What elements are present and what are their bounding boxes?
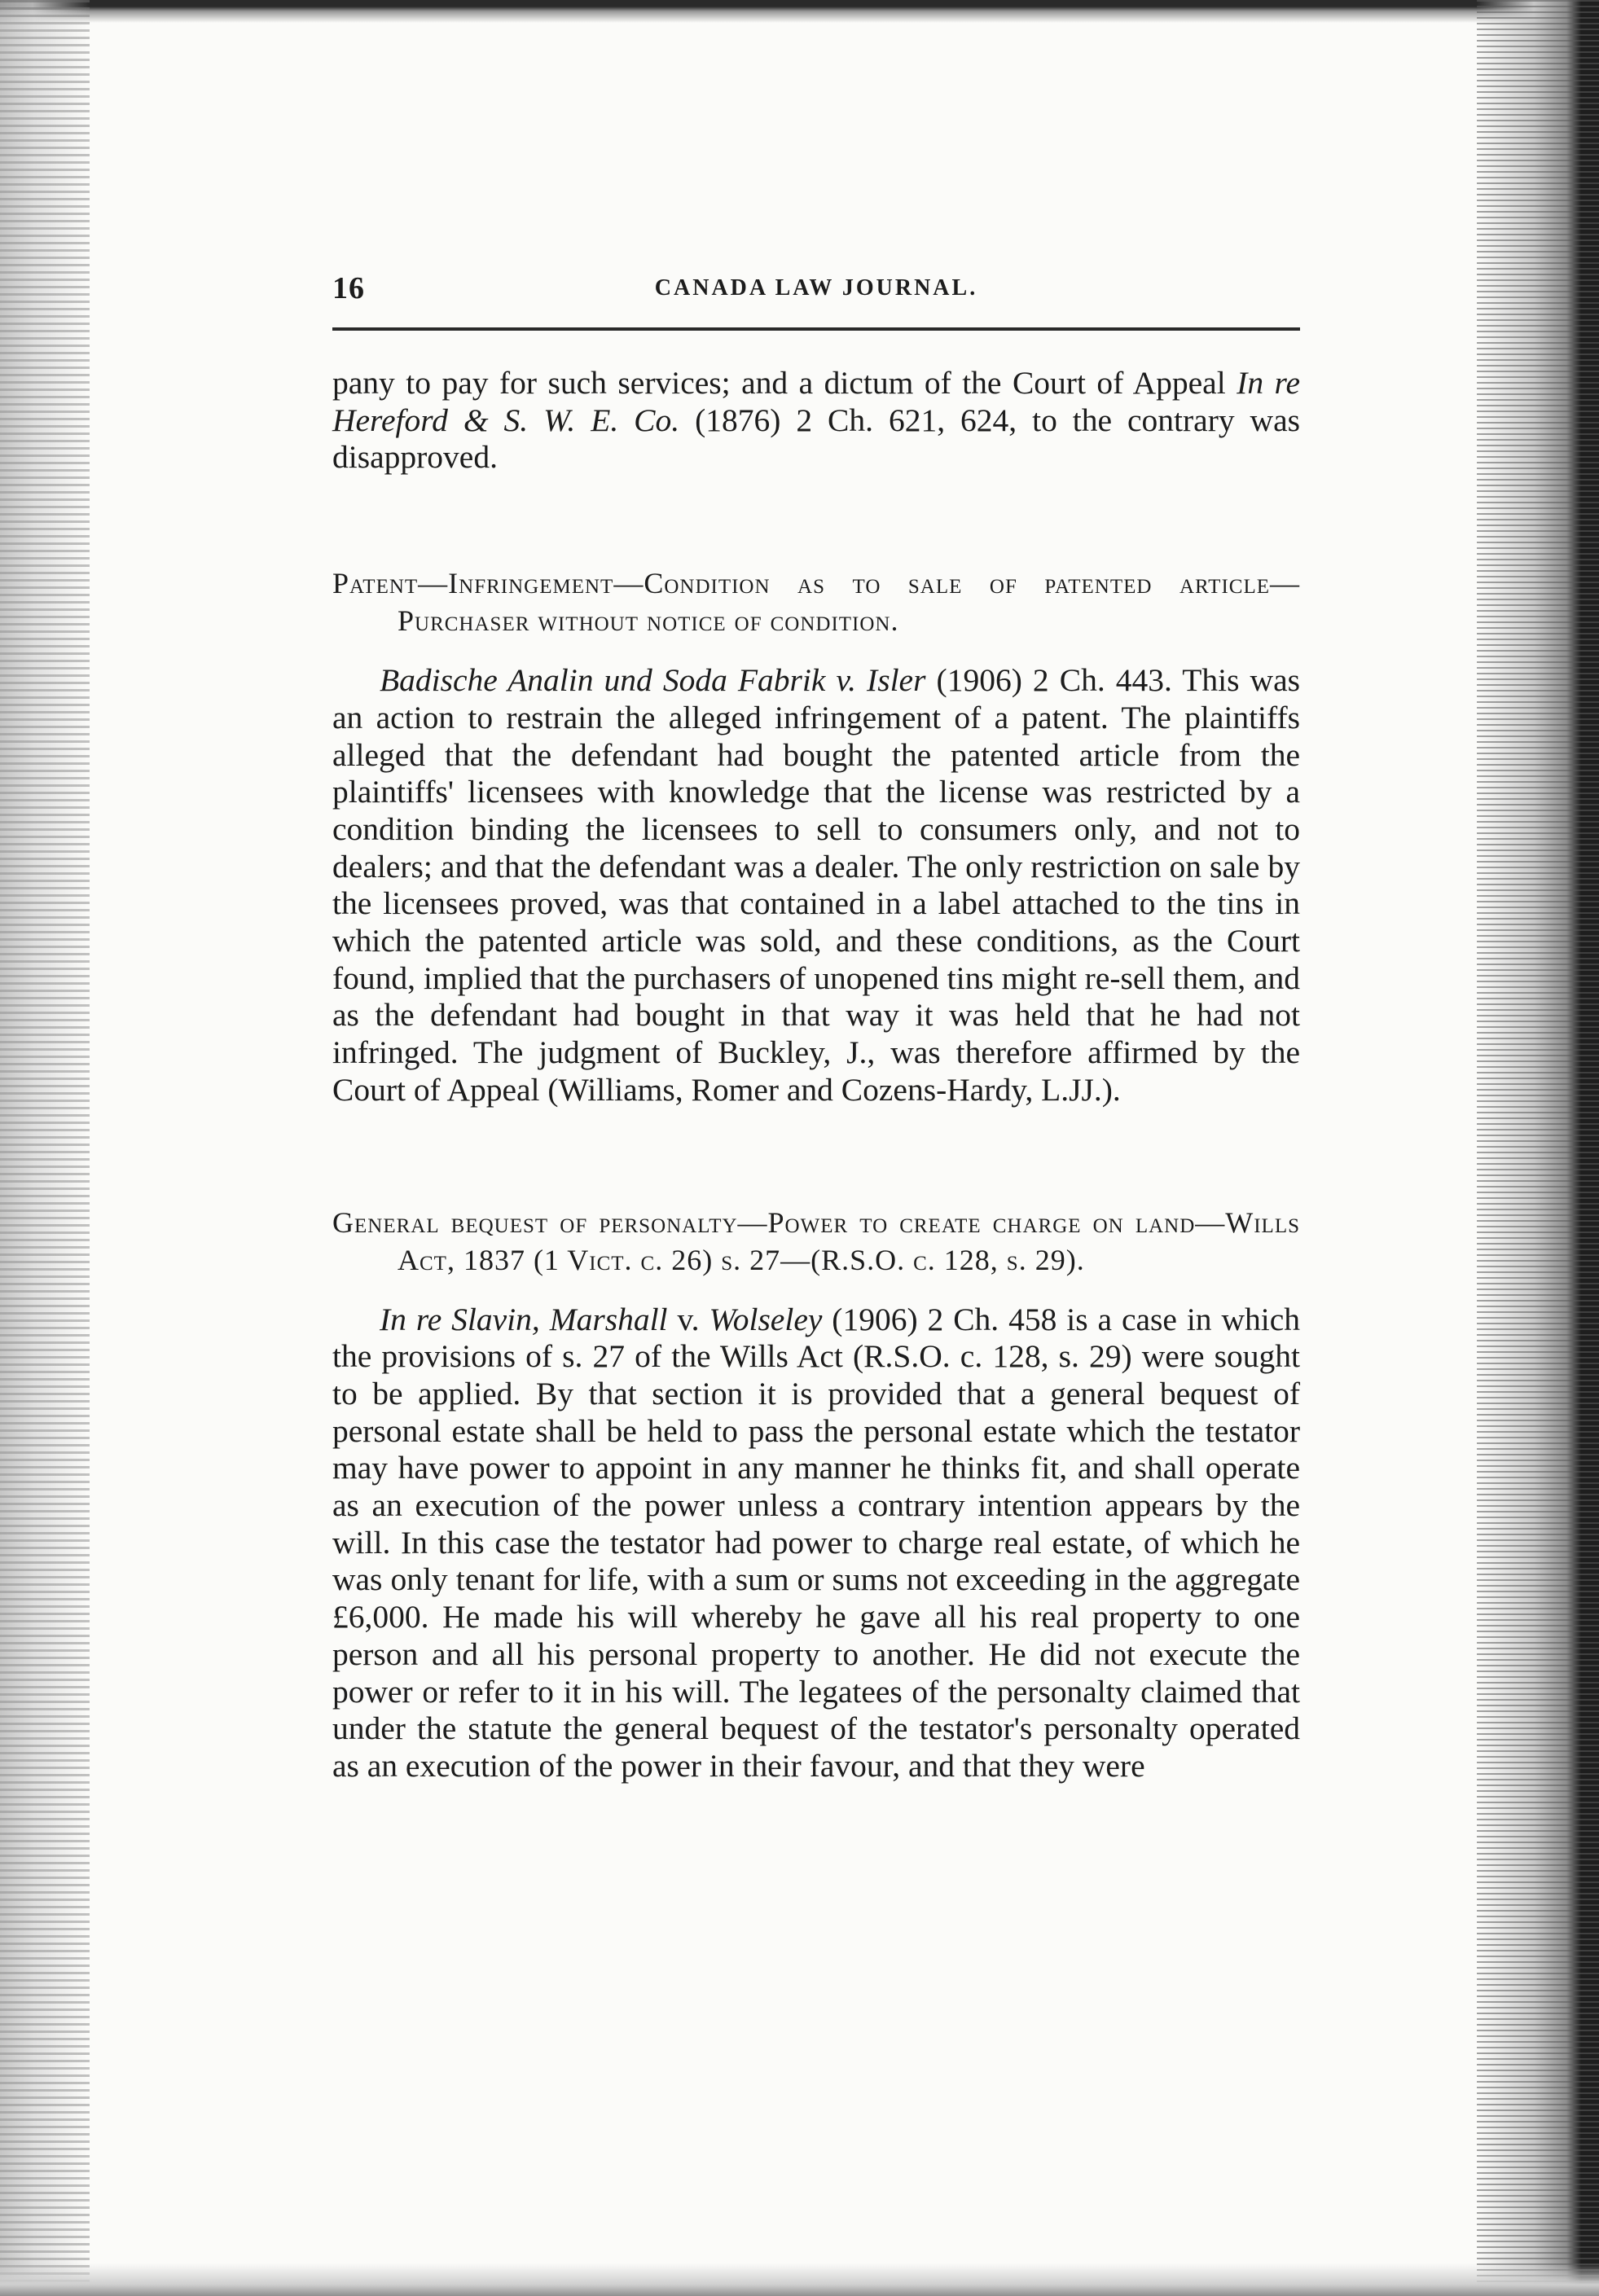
- spacer: [332, 1279, 1300, 1302]
- spacer: [332, 476, 1300, 564]
- header-rule: [332, 327, 1300, 331]
- continuation-text-2: (1876) 2 Ch. 621, 624, to the contrary was disapproved.: [332, 402, 1300, 476]
- page-header: [332, 270, 1300, 319]
- case-citation: In re Hereford & S. W. E. Co.: [332, 365, 1300, 438]
- scan-edge-bottom: [0, 2263, 1599, 2296]
- case-citation: Wolseley: [709, 1301, 823, 1337]
- scan-edge-left: [0, 0, 90, 2296]
- section-body-text: (1906) 2 Ch. 458 is a case in which the provisions of s. 27 of the Wills Act (R.S.O. c. 128, s. 29) were sought to be applied. By that section it is provided that a general bequest of personal estate shall be held to pass the personal estate which the testator may have power to appoint in any manner he thinks fit, and shall operate as an execution of the power unless a contrary intention appears by the will. In this case the testator had power to charge real estate, of which he was only tenant for life, with a sum or sums not exceeding in the aggregate £6,000. He made his will whereby he gave all his real property to one person and all his personal property to another. He did not execute the power or refer to it in his will. The legatees of the personalty claimed that under the statute the general bequest of the testator's personalty operated as an execution of the power in their favour, and that they were: [332, 1301, 1300, 1784]
- section-body-bequest: [332, 1302, 1300, 1785]
- case-citation: Badische Analin und Soda Fabrik v. Isler: [380, 662, 926, 699]
- scan-edge-right: [1477, 0, 1599, 2296]
- continuation-paragraph: [332, 365, 1300, 476]
- page-number: 16: [332, 271, 365, 305]
- section-body-patent: [332, 662, 1300, 1108]
- spacer: [332, 1109, 1300, 1204]
- section-body-text: (1906) 2 Ch. 443. This was an action to restrain the alleged infringement of a patent. The plaintiffs alleged that the defendant had bought the patented article from the plaintiffs' licensees with knowledge that the license was restricted by a condition binding the licensees to sell to consumers only, and not to dealers; and that the defendant was a dealer. The only restriction on sale by the licensees proved, was that contained in a label attached to the tins in which the patented article was sold, and these conditions, as the Court found, implied that the purchasers of unopened tins might re-sell them, and as the defendant had bought in that way it was held that he had not infringed. The judgment of Buckley, J., was therefore affirmed by the Court of Appeal (Williams, Romer and Cozens-Hardy, L.JJ.).: [332, 662, 1301, 1108]
- running-head: CANADA LAW JOURNAL.: [654, 275, 978, 301]
- scan-edge-top: [0, 0, 1599, 23]
- section-heading-patent: Patent—Infringement—Condition as to sale of patented article—Purchaser without notice of condition.: [332, 567, 1300, 638]
- section-heading-bequest: General bequest of personalty—Power to create charge on land—Wills Act, 1837 (1 Vict. c. 26) s. 27—(R.S.O. c. 128, s. 29).: [332, 1205, 1300, 1276]
- case-versus: v.: [667, 1301, 709, 1337]
- spacer: [332, 639, 1300, 662]
- case-citation: In re Slavin, Marshall: [380, 1301, 668, 1337]
- article-body: [332, 365, 1300, 1785]
- continuation-text-1: pany to pay for such services; and a dictum of the Court of Appeal: [332, 365, 1237, 401]
